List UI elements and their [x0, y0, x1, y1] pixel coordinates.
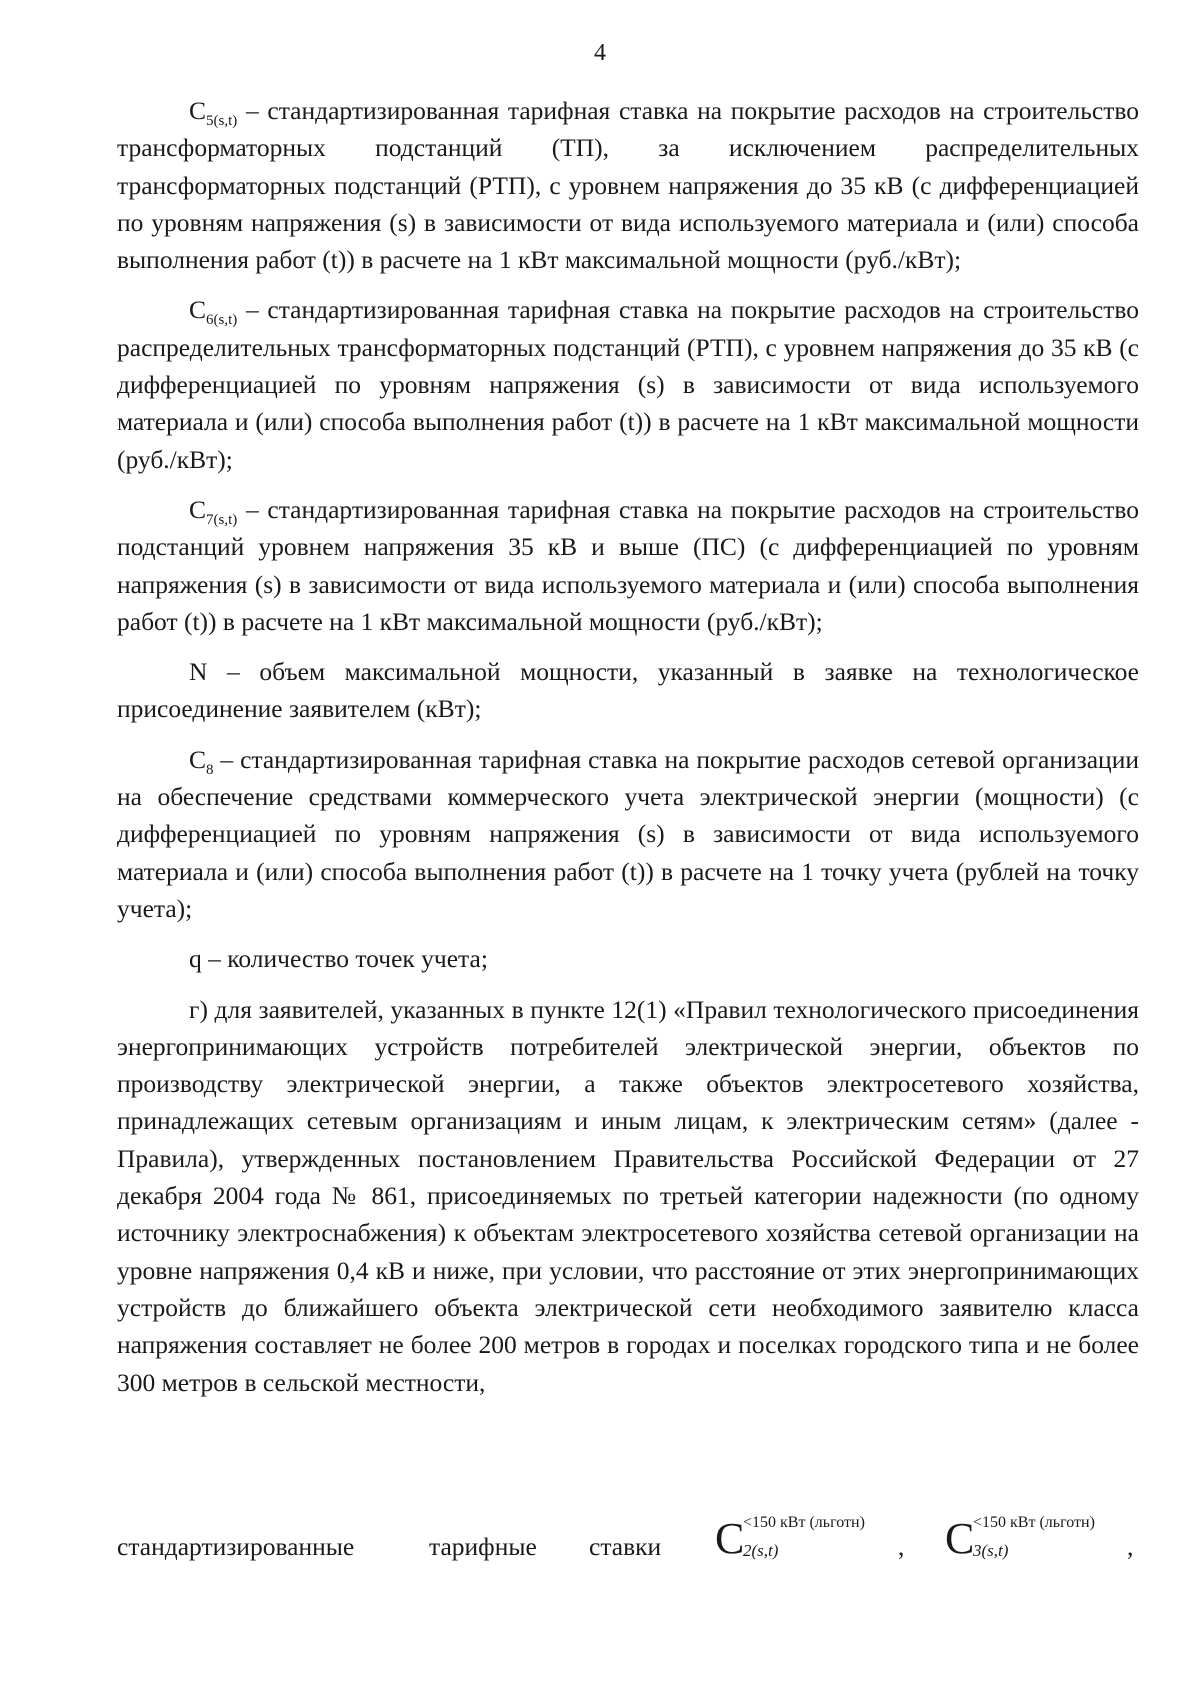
paragraph-c8 — [117, 741, 1139, 927]
symbol: N — [189, 657, 208, 687]
paragraph-text: – объем максимальной мощности, указанный в заявке на технологическое присоединение заявителем (кВт); — [117, 657, 1139, 724]
paragraph-text: – стандартизированная тарифная ставка на покрытие расходов на строительство подстанций уровнем напряжения 35 кВ и выше (ПС) (с дифференциацией по уровням напряжения (s) в зависимости от вида используемого материала и (или) способа выполнения работ (t)) в расчете на 1 кВт максимальной мощности (руб./кВт); — [117, 494, 1139, 636]
paragraph-text: – стандартизированная тарифная ставка на покрытие расходов на строительство трансформаторных подстанций (ТП), за исключением распределительных трансформаторных подстанций (РТП), с уровнем напряжения до 35 кВ (с дифференциацией по уровням напряжения (s) в зависимости от вида используемого материала и (или) способа выполнения работ (t)) в расчете на 1 кВт максимальной мощности (руб./кВт); — [117, 96, 1139, 275]
formula-line — [117, 1510, 1139, 1570]
symbol: $C_8$ — [189, 744, 214, 778]
formula-word: тарифные — [429, 1532, 537, 1561]
formula-symbol-subscript: 3(s,t) — [973, 1541, 1009, 1560]
symbol-subscript: 8 — [206, 761, 214, 778]
document-body — [117, 92, 1139, 1401]
paragraph-c5 — [117, 92, 1139, 278]
symbol: $C_{7(s,t)}$ — [189, 494, 238, 528]
paragraph-c7 — [117, 491, 1139, 640]
symbol: $C_{5(s,t)}$ — [189, 96, 238, 129]
paragraph-text: – стандартизированная тарифная ставка на покрытие расходов на строительство распределительных трансформаторных подстанций (РТП), с уровнем напряжения до 35 кВ (с дифференциацией по уровням напряжения (s) в зависимости от вида используемого материала и (или) способа выполнения работ (t)) в расчете на 1 кВт максимальной мощности (руб./кВт); — [117, 295, 1139, 474]
page-number: 4 — [594, 40, 606, 66]
paragraph-text: – количество точек учета; — [201, 944, 488, 974]
formula-symbol-superscript: <150 кВт (льготн) — [743, 1514, 865, 1531]
symbol-subscript: 7(s,t) — [206, 511, 238, 528]
formula-word: ставки — [589, 1532, 662, 1561]
paragraph-text: – стандартизированная тарифная ставка на покрытие расходов сетевой организации на обеспечение средствами коммерческого учета электрической энергии (мощности) (с дифференциацией по уровням напряжения (s) в зависимости от вида используемого материала и (или) способа выполнения работ (t)) в расчете на 1 точку учета (рублей на точку учета); — [117, 744, 1139, 923]
formula-symbol-letter: C — [715, 1514, 745, 1563]
symbol-subscript: 6(s,t) — [206, 312, 238, 329]
formula-separator: , — [898, 1532, 905, 1561]
paragraph-text: г) для заявителей, указанных в пункте 12(1) «Правил технологического присоединения энергопринимающих устройств потребителей электрической энергии, объектов по производству электрической энергии, а также объектов электросетевого хозяйства, принадлежащих сетевым организациям и иным лицам, к электрическим сетям» (далее - Правила), утвержденных постановлением Правительства Российской Федерации от 27 декабря 2004 года № 861, присоединяемых по третьей категории надежности (по одному источнику электроснабжения) к объектам электросетевого хозяйства сетевой организации на уровне напряжения 0,4 кВ и ниже, при условии, что расстояние от этих энергопринимающих устройств до ближайшего объекта электрической сети необходимого заявителю класса напряжения составляет не более 200 метров в городах и поселках городского типа и не более 300 метров в сельской местности, — [117, 994, 1139, 1397]
paragraph-g — [117, 991, 1139, 1401]
symbol-subscript: 5(s,t) — [206, 113, 238, 129]
paragraph-c6 — [117, 291, 1139, 477]
paragraph-n — [117, 653, 1139, 728]
formula-symbol-letter: C — [945, 1514, 975, 1563]
formula-word: стандартизированные — [117, 1532, 355, 1561]
symbol: q — [189, 944, 202, 974]
formula-separator: , — [1127, 1532, 1134, 1561]
symbol: $C_{6(s,t)}$ — [189, 295, 238, 329]
formula-symbol-subscript: 2(s,t) — [743, 1541, 779, 1560]
paragraph-q — [117, 940, 1139, 977]
formula-symbol-superscript: <150 кВт (льготн) — [973, 1514, 1095, 1531]
